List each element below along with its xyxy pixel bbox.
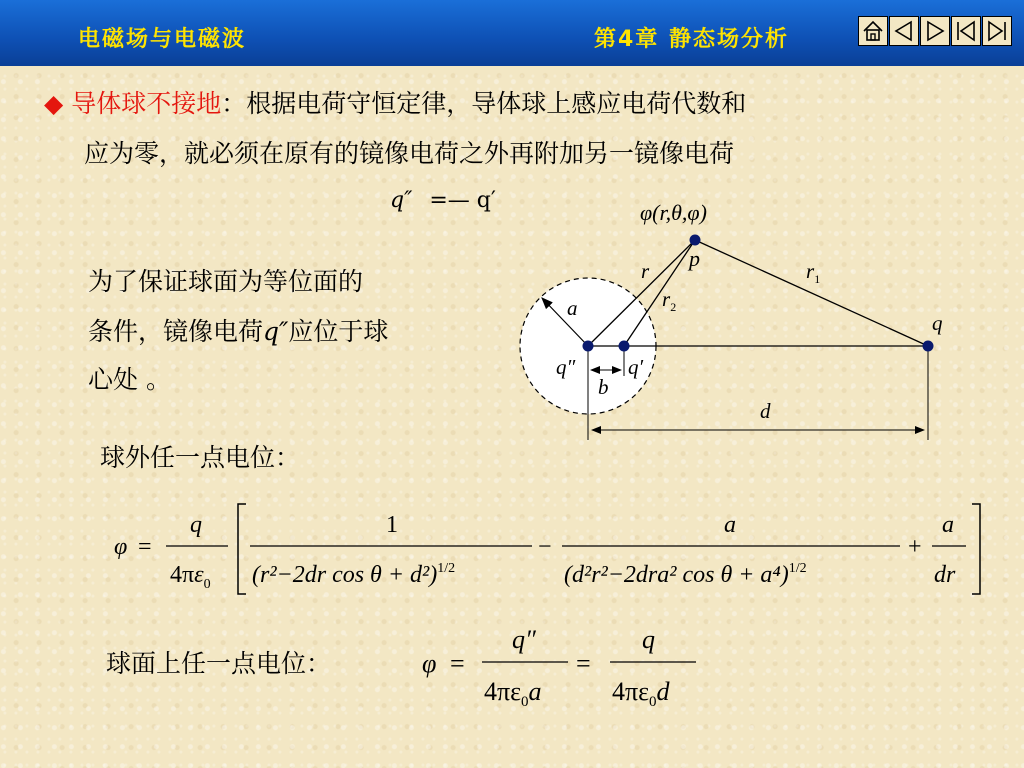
prefactor-den bbox=[170, 562, 211, 592]
explanation-text: 条件，镜像电荷 bbox=[88, 317, 264, 346]
term1-num: 1 bbox=[386, 512, 398, 538]
prefactor-num: q bbox=[190, 512, 202, 538]
label-r2 bbox=[662, 287, 676, 314]
bullet-highlight: 导体球不接地 bbox=[71, 89, 222, 118]
surface-den1-body: 4πε bbox=[484, 677, 522, 706]
surface-den2-d: d bbox=[656, 677, 670, 706]
surface-potential-label: 球面上任一点电位： bbox=[106, 649, 332, 678]
image-charge-relation bbox=[390, 186, 496, 216]
term3-den: dr bbox=[934, 562, 956, 588]
surface-num1: q″ bbox=[512, 625, 536, 654]
label-d: d bbox=[760, 399, 771, 423]
next-icon[interactable] bbox=[920, 16, 950, 46]
chapter-title: 第4章 静态场分析 bbox=[594, 27, 789, 52]
explanation-line-2 bbox=[88, 310, 388, 354]
point-p bbox=[690, 235, 701, 246]
phi-symbol: φ bbox=[114, 534, 128, 560]
term2-den-body: (d²r²−2dra² cos θ + a⁴) bbox=[564, 562, 789, 588]
title-bar bbox=[0, 0, 1024, 66]
surface-den1-a: a bbox=[528, 677, 542, 706]
label-a: a bbox=[567, 296, 578, 320]
label-b: b bbox=[598, 375, 609, 399]
course-title: 电磁场与电磁波 bbox=[78, 27, 247, 52]
surface-num2: q bbox=[642, 625, 655, 654]
surface-den2 bbox=[612, 677, 671, 710]
bullet-marker: ◆ bbox=[44, 89, 64, 118]
label-q-prime: q′ bbox=[628, 355, 644, 379]
left-bracket bbox=[238, 504, 246, 594]
term3-num: a bbox=[942, 512, 954, 538]
surface-phi: φ bbox=[422, 649, 437, 678]
label-r1-sub: 1 bbox=[814, 272, 821, 286]
right-bracket bbox=[972, 504, 980, 594]
label-r2-main: r bbox=[662, 287, 671, 311]
label-q: q bbox=[932, 311, 943, 335]
charge-q-prime bbox=[619, 341, 630, 352]
prefactor-den-sub: 0 bbox=[203, 577, 211, 592]
charge-q bbox=[923, 341, 934, 352]
first-icon[interactable] bbox=[951, 16, 981, 46]
prev-icon[interactable] bbox=[889, 16, 919, 46]
term1-den-pow: 1/2 bbox=[437, 561, 456, 576]
surface-den2-sub: 0 bbox=[649, 694, 657, 710]
surface-potential-formula bbox=[416, 616, 716, 716]
outside-potential-formula bbox=[100, 492, 1000, 602]
explanation-line-3: 心处 。 bbox=[88, 365, 171, 394]
prefactor-den-4pi: 4π bbox=[170, 562, 195, 588]
outside-potential-label: 球外任一点电位： bbox=[100, 443, 301, 472]
label-r1-main: r bbox=[806, 259, 815, 283]
surface-eq1: = bbox=[450, 649, 465, 678]
surface-den2-body: 4πε bbox=[612, 677, 650, 706]
home-icon[interactable] bbox=[858, 16, 888, 46]
phi-label: φ(r,θ,φ) bbox=[640, 200, 707, 225]
surface-eq2: = bbox=[576, 649, 591, 678]
surface-den1 bbox=[484, 677, 542, 710]
q-double-prime-inline: q″ bbox=[263, 317, 289, 346]
term1-den-body: (r²−2dr cos θ + d²) bbox=[252, 562, 438, 588]
bullet-line-2: 应为零，就必须在原有的镜像电荷之外再附加另一镜像电荷 bbox=[84, 139, 735, 168]
neg-q-prime: — q′ bbox=[447, 188, 496, 213]
q-double-prime: q″ bbox=[390, 188, 413, 213]
surface-den1-sub: 0 bbox=[521, 694, 529, 710]
prefactor-den-eps: ε bbox=[194, 562, 204, 588]
label-r1 bbox=[806, 259, 820, 286]
label-p: p bbox=[689, 246, 700, 271]
minus-sign: − bbox=[538, 534, 552, 560]
plus-sign: + bbox=[908, 534, 922, 560]
last-icon[interactable] bbox=[982, 16, 1012, 46]
term2-num: a bbox=[724, 512, 736, 538]
label-r: r bbox=[641, 259, 650, 283]
label-r2-sub: 2 bbox=[670, 300, 677, 314]
explanation-text: 应位于球 bbox=[288, 317, 389, 346]
term1-den bbox=[252, 561, 455, 588]
line-r1 bbox=[695, 240, 928, 346]
equals-sign: = bbox=[429, 188, 448, 213]
bullet-text: ：根据电荷守恒定律，导体球上感应电荷代数和 bbox=[221, 89, 747, 118]
image-charge-diagram bbox=[500, 190, 960, 450]
term2-den-pow: 1/2 bbox=[788, 561, 807, 576]
equals: = bbox=[138, 534, 152, 560]
navigation-bar bbox=[858, 16, 1013, 46]
line-r2 bbox=[624, 240, 695, 346]
label-q-double-prime: q″ bbox=[556, 355, 576, 379]
bullet-line-1 bbox=[44, 82, 746, 126]
explanation-line-1: 为了保证球面为等位面的 bbox=[88, 267, 364, 296]
charge-q-double-prime bbox=[583, 341, 594, 352]
term2-den bbox=[564, 561, 807, 588]
